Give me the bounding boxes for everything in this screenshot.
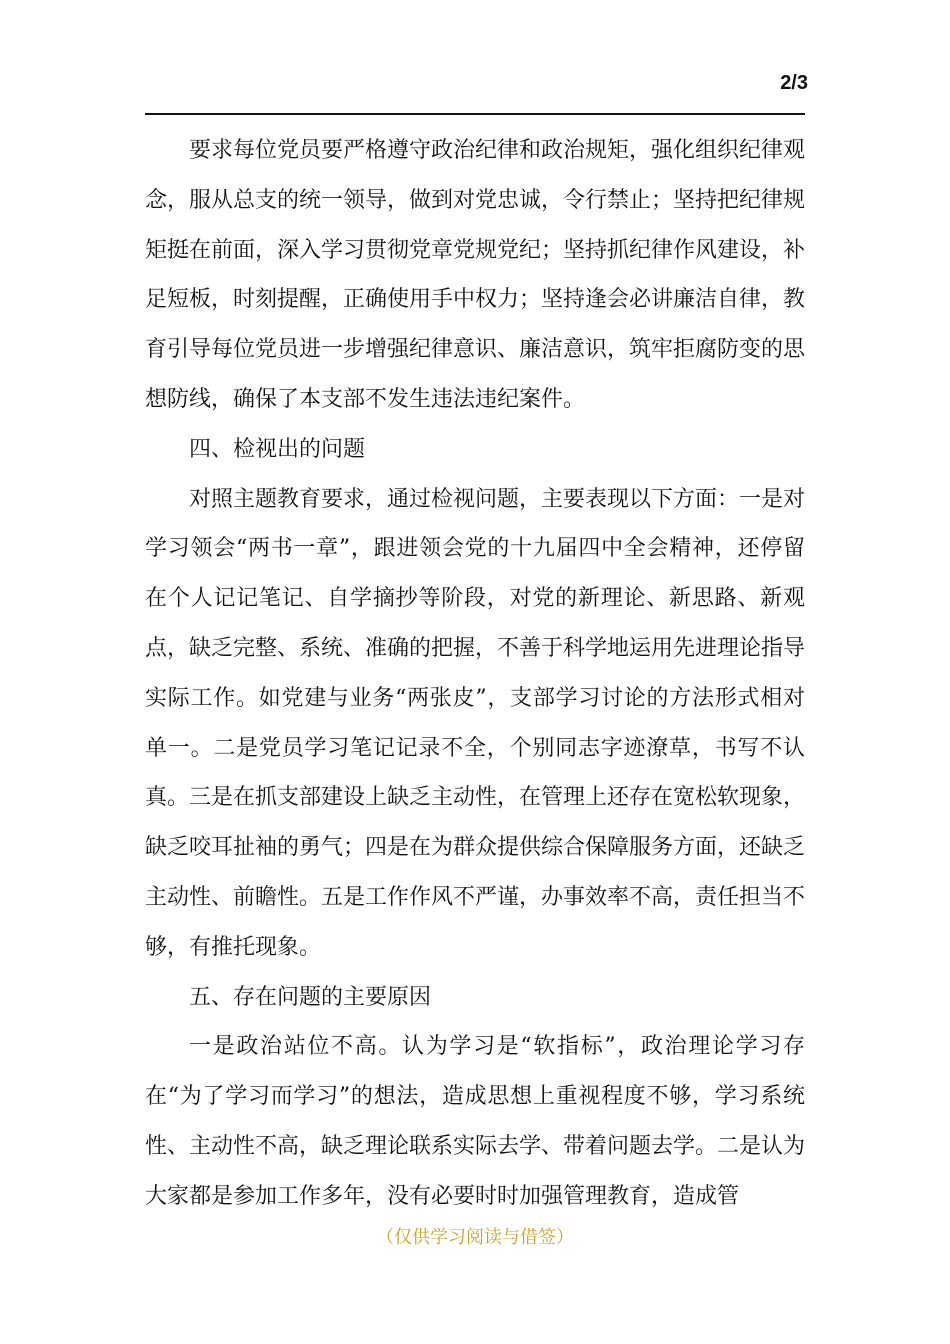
section-heading-causes: 五、存在问题的主要原因 [189,984,432,1010]
page-number: 2/3 [780,72,808,94]
paragraph-causes: 一是政治站位不高。认为学习是“软指标”，政治理论学习存在“为了学习而学习”的想法，造成思想上重视程度不够，学习系统性、主动性不高，缺乏理论联系实际去学、带着问题去学。二是认为大家都是参加工作多年，没有必要时时加强管理教育，造成管 [145,1034,806,1209]
footer-disclaimer: （仅供学习阅读与借签） [376,1227,574,1248]
paragraph-problems: 对照主题教育要求，通过检视问题，主要表现以下方面：一是对学习领会“两书一章”，跟进领会党的十九届四中全会精神，还停留在个人记记笔记、自学摘抄等阶段，对党的新理论、新思路、新观点，缺乏完整、系统、准确的把握，不善于科学地运用先进理论指导实际工作。如党建与业务“两张皮”，支部学习讨论的方法形式相对单一。二是党员学习笔记记录不全，个别同志字迹潦草，书写不认真。三是在抓支部建设上缺乏主动性，在管理上还存在宽松软现象，缺乏咬耳扯袖的勇气；四是在为群众提供综合保障服务方面，还缺乏主动性、前瞻性。五是工作作风不严谨，办事效率不高，责任担当不够，有推托现象。 [145,486,806,960]
section-heading-problems: 四、检视出的问题 [189,436,366,462]
paragraph-discipline: 要求每位党员要严格遵守政治纪律和政治规矩，强化组织纪律观念，服从总支的统一领导，做到对党忠诚，令行禁止；坚持把纪律规矩挺在前面，深入学习贯彻党章党规党纪；坚持抓纪律作风建设，补足短板，时刻提醒，正确使用手中权力；坚持逢会必讲廉洁自律，教育引导每位党员进一步增强纪律意识、廉洁意识，筑牢拒腐防变的思想防线，确保了本支部不发生违法违纪案件。 [145,138,806,412]
header-divider [145,113,805,115]
document-body [145,126,805,1222]
